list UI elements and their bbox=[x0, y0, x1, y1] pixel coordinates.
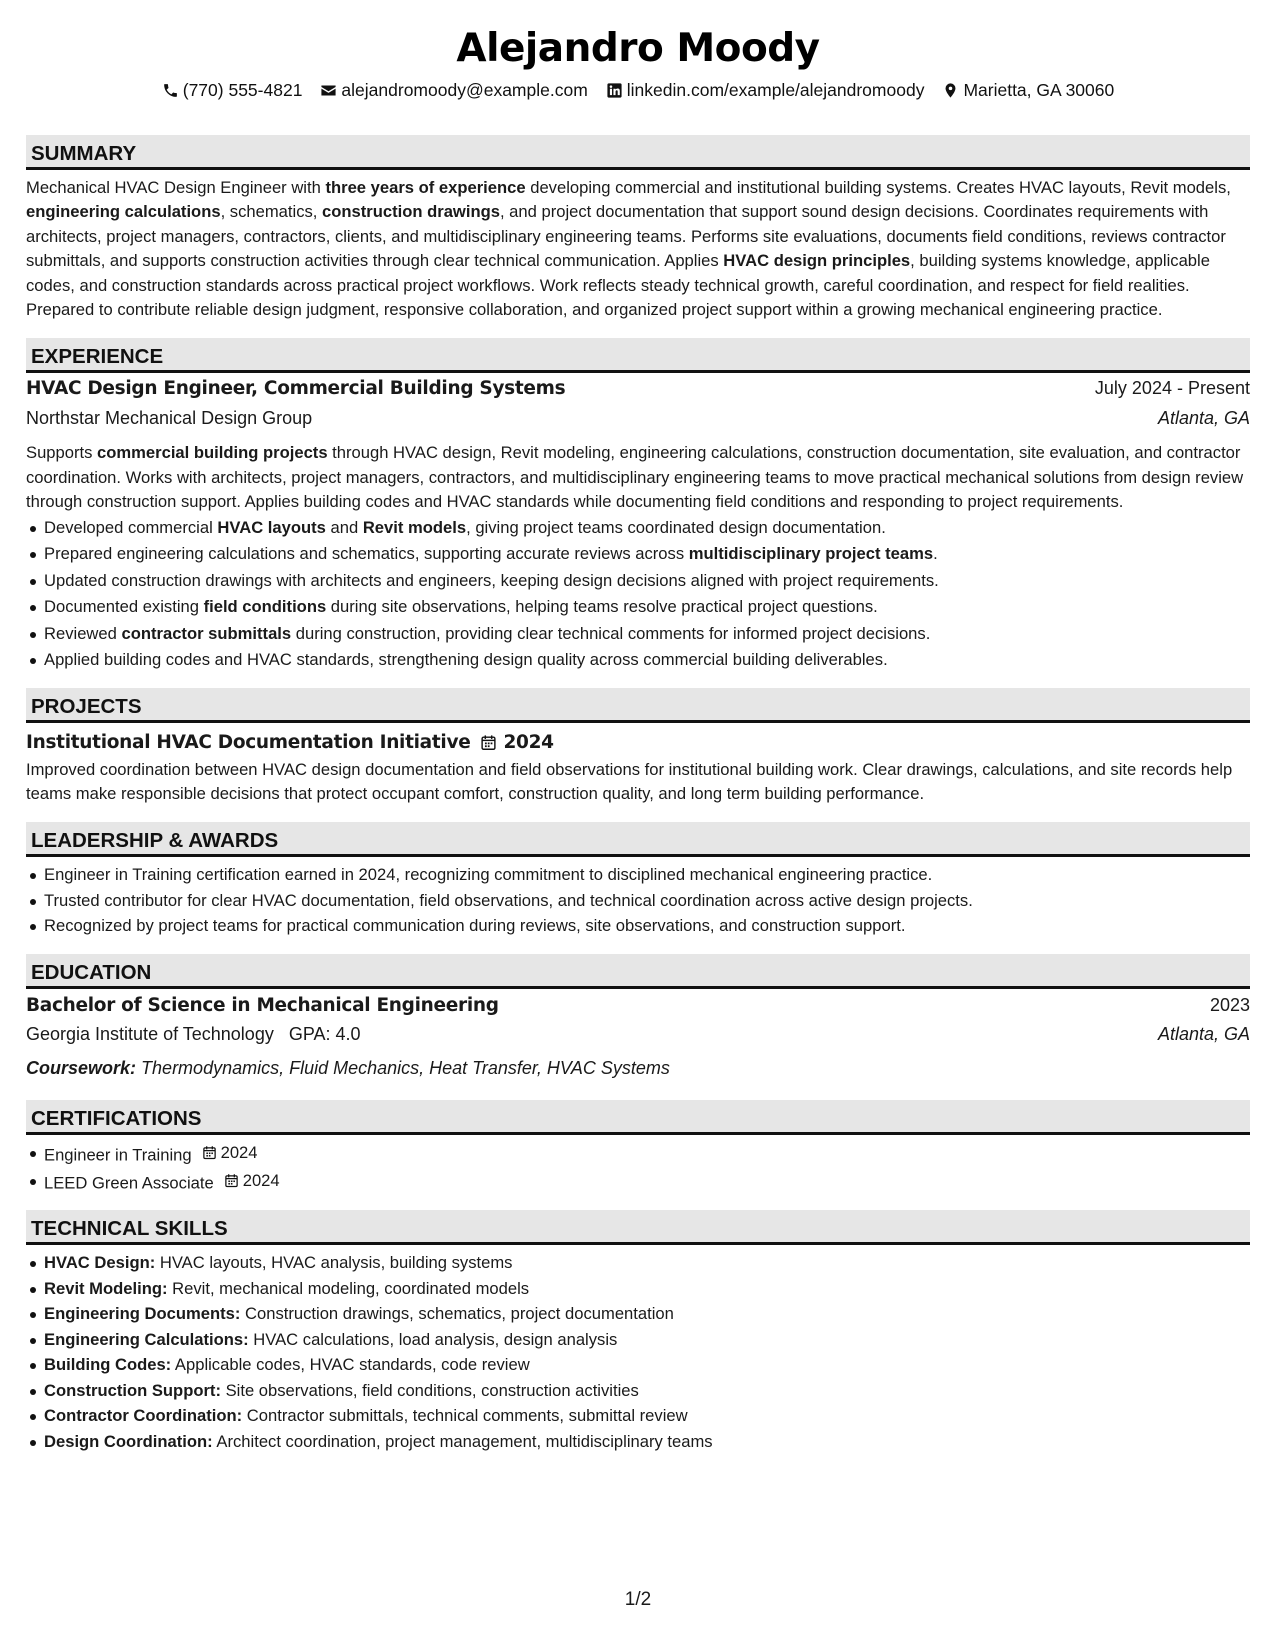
skill-item bbox=[44, 1429, 1250, 1455]
leadership-item: Recognized by project teams for practical communication during reviews, site observations, and construction support. bbox=[44, 913, 1250, 939]
skill-value: Applicable codes, HVAC standards, code review bbox=[171, 1355, 530, 1375]
page-number: 1/2 bbox=[624, 1589, 652, 1610]
skill-value: Architect coordination, project management, multidisciplinary teams bbox=[212, 1431, 713, 1451]
text-run: Mechanical HVAC Design Engineer with bbox=[26, 178, 326, 197]
job-dates: July 2024 - Present bbox=[1094, 378, 1250, 399]
contact-bar bbox=[26, 78, 1250, 102]
certification-date bbox=[224, 1168, 280, 1194]
summary-text bbox=[26, 176, 1250, 322]
emphasis-text: HVAC design principles bbox=[723, 251, 911, 271]
linkedin-text: linkedin.com/example/alejandromoody bbox=[626, 79, 925, 100]
certification-name: LEED Green Associate bbox=[44, 1172, 214, 1192]
contact-email[interactable] bbox=[320, 80, 587, 101]
text-run: , schematics, bbox=[220, 202, 323, 222]
leadership-item: Trusted contributor for clear HVAC documentation, field observations, and technical coordination across active design projects. bbox=[44, 888, 1250, 914]
emphasis-text: commercial building projects bbox=[97, 443, 328, 463]
project-date bbox=[480, 732, 553, 753]
job-subheader bbox=[26, 408, 1250, 439]
job-bullets bbox=[26, 515, 1250, 674]
section-heading-education: EDUCATION bbox=[26, 954, 1250, 989]
job-bullet bbox=[44, 515, 1250, 542]
map-pin-icon bbox=[942, 82, 959, 99]
skill-label: Building Codes: bbox=[44, 1355, 172, 1375]
emphasis-text: field conditions bbox=[203, 597, 327, 617]
text-run: , building systems knowledge, applicable codes, and construction standards across practical project workflows. Work reflects steady technical growth, careful coordination, and respect for field realities. Prepared to contribute reliable design judgment, responsive collaboration, and organized project support within a growing mechanical engineering practice. bbox=[26, 251, 1210, 320]
text-run: developing commercial and institutional building systems. Creates HVAC layouts, Revit models, bbox=[525, 178, 1231, 197]
graduation-year: 2023 bbox=[1209, 994, 1250, 1015]
skill-label: Revit Modeling: bbox=[44, 1278, 168, 1298]
phone-text: (770) 555-4821 bbox=[182, 79, 303, 100]
certification-item bbox=[44, 1168, 1250, 1196]
job-location: Atlanta, GA bbox=[1157, 408, 1250, 429]
job-bullet bbox=[44, 647, 1250, 674]
job-bullet bbox=[44, 568, 1250, 595]
project-title: Institutional HVAC Documentation Initiative bbox=[26, 732, 471, 754]
skill-value: HVAC layouts, HVAC analysis, building systems bbox=[155, 1253, 513, 1273]
skill-label: Engineering Calculations: bbox=[44, 1329, 249, 1349]
job-header bbox=[26, 378, 1250, 408]
section-heading-experience: EXPERIENCE bbox=[26, 338, 1250, 373]
emphasis-text: Revit models bbox=[362, 517, 467, 537]
leadership-list bbox=[26, 862, 1250, 939]
certification-name: Engineer in Training bbox=[44, 1145, 192, 1165]
text-run: Documented existing bbox=[44, 597, 204, 617]
emphasis-text: multidisciplinary project teams bbox=[688, 544, 934, 564]
skill-label: Design Coordination: bbox=[44, 1431, 213, 1451]
job-description bbox=[26, 441, 1250, 514]
text-run: Supports bbox=[26, 443, 98, 463]
emphasis-text: HVAC layouts bbox=[217, 517, 326, 537]
skill-item bbox=[44, 1276, 1250, 1302]
coursework-list: Thermodynamics, Fluid Mechanics, Heat Transfer, HVAC Systems bbox=[141, 1057, 670, 1078]
skill-item bbox=[44, 1327, 1250, 1353]
email-text: alejandromoody@example.com bbox=[341, 79, 588, 100]
text-run: Prepared engineering calculations and schematics, supporting accurate reviews across bbox=[44, 544, 689, 564]
emphasis-text: construction drawings bbox=[322, 202, 500, 222]
project-year: 2024 bbox=[503, 732, 554, 754]
text-run: Reviewed bbox=[44, 623, 122, 643]
resume-page bbox=[26, 0, 1250, 1650]
calendar-icon bbox=[480, 734, 497, 751]
skill-item bbox=[44, 1378, 1250, 1404]
text-run: Developed commercial bbox=[44, 517, 218, 537]
skill-label: Engineering Documents: bbox=[44, 1304, 241, 1324]
education-header bbox=[26, 995, 1250, 1024]
job-bullet bbox=[44, 621, 1250, 648]
contact-linkedin[interactable] bbox=[606, 80, 925, 101]
certification-year: 2024 bbox=[242, 1170, 280, 1190]
location-text: Marietta, GA 30060 bbox=[963, 79, 1115, 100]
text-run: through HVAC design, Revit modeling, engineering calculations, construction documentation, site evaluation, and contractor coordination. Works with architects, project managers, contractors, and multidisciplinary engineering teams to move practical mechanical solutions from design review through construction support. Applies building codes and HVAC standards while documenting field conditions and responding to project requirements. bbox=[26, 443, 1244, 512]
calendar-icon bbox=[202, 1145, 217, 1160]
emphasis-text: three years of experience bbox=[325, 178, 526, 197]
phone-icon bbox=[162, 82, 179, 99]
section-heading-skills: TECHNICAL SKILLS bbox=[26, 1210, 1250, 1245]
certification-date bbox=[202, 1140, 258, 1166]
text-run: Applied building codes and HVAC standards, strengthening design quality across commercial building deliverables. bbox=[44, 650, 888, 670]
emphasis-text: engineering calculations bbox=[26, 202, 221, 222]
skill-value: Site observations, field conditions, construction activities bbox=[220, 1380, 639, 1400]
project-header bbox=[26, 729, 1250, 757]
envelope-icon bbox=[320, 82, 337, 99]
leadership-item: Engineer in Training certification earned in 2024, recognizing commitment to disciplined mechanical engineering practice. bbox=[44, 862, 1250, 888]
calendar-icon bbox=[224, 1173, 239, 1188]
contact-location bbox=[942, 80, 1114, 101]
coursework-line bbox=[26, 1053, 1250, 1083]
text-run: and bbox=[325, 517, 363, 537]
skill-value: Revit, mechanical modeling, coordinated models bbox=[167, 1278, 530, 1298]
job-bullet bbox=[44, 594, 1250, 621]
education-subheader bbox=[26, 1024, 1250, 1053]
text-run: , and project documentation that support sound design decisions. Coordinates requirements with architects, project managers, contractors, clients, and multidisciplinary engineering teams. Performs site evaluations, documents field conditions, reviews contractor submittals, and supports construction activities through clear technical communication. Applies bbox=[26, 202, 1226, 271]
school-name: Georgia Institute of Technology bbox=[26, 1023, 274, 1044]
certification-item bbox=[44, 1140, 1250, 1168]
skills-list bbox=[26, 1250, 1250, 1454]
emphasis-text: contractor submittals bbox=[121, 623, 292, 643]
skill-label: Contractor Coordination: bbox=[44, 1406, 243, 1426]
contact-phone[interactable] bbox=[162, 80, 303, 101]
skill-label: Construction Support: bbox=[44, 1380, 221, 1400]
skill-label: HVAC Design: bbox=[44, 1253, 156, 1273]
job-title: HVAC Design Engineer, Commercial Building Systems bbox=[26, 378, 566, 400]
skill-value: Contractor submittals, technical comments, submittal review bbox=[242, 1406, 688, 1426]
text-run: during site observations, helping teams resolve practical project questions. bbox=[326, 597, 878, 617]
section-heading-certifications: CERTIFICATIONS bbox=[26, 1100, 1250, 1135]
skill-item bbox=[44, 1301, 1250, 1327]
skill-value: HVAC calculations, load analysis, design analysis bbox=[248, 1329, 618, 1349]
coursework-label: Coursework: bbox=[26, 1057, 137, 1078]
skill-value: Construction drawings, schematics, project documentation bbox=[240, 1304, 674, 1324]
skill-item bbox=[44, 1250, 1250, 1276]
candidate-name: Alejandro Moody bbox=[456, 26, 820, 71]
gpa: GPA: 4.0 bbox=[288, 1023, 361, 1044]
school-location: Atlanta, GA bbox=[1157, 1023, 1250, 1044]
text-run: , giving project teams coordinated design documentation. bbox=[466, 517, 886, 537]
certification-list bbox=[26, 1140, 1250, 1196]
section-heading-projects: PROJECTS bbox=[26, 688, 1250, 723]
company-name: Northstar Mechanical Design Group bbox=[26, 408, 313, 429]
text-run: . bbox=[933, 544, 938, 564]
skill-item bbox=[44, 1352, 1250, 1378]
certification-year: 2024 bbox=[220, 1142, 258, 1162]
skill-item bbox=[44, 1403, 1250, 1429]
section-heading-leadership: LEADERSHIP & AWARDS bbox=[26, 822, 1250, 857]
text-run: Updated construction drawings with architects and engineers, keeping design decisions aligned with project requirements. bbox=[44, 570, 939, 590]
job-bullet bbox=[44, 541, 1250, 568]
text-run: during construction, providing clear technical comments for informed project decisions. bbox=[291, 623, 931, 643]
linkedin-icon bbox=[606, 82, 623, 99]
degree-name: Bachelor of Science in Mechanical Engineering bbox=[26, 994, 499, 1016]
section-heading-summary: SUMMARY bbox=[26, 135, 1250, 170]
project-description: Improved coordination between HVAC design documentation and field observations for institutional building work. Clear drawings, calculations, and site records help teams make responsible decisions that protect occupant comfort, construction quality, and long term building performance. bbox=[26, 759, 1233, 804]
school-line bbox=[26, 1024, 361, 1045]
